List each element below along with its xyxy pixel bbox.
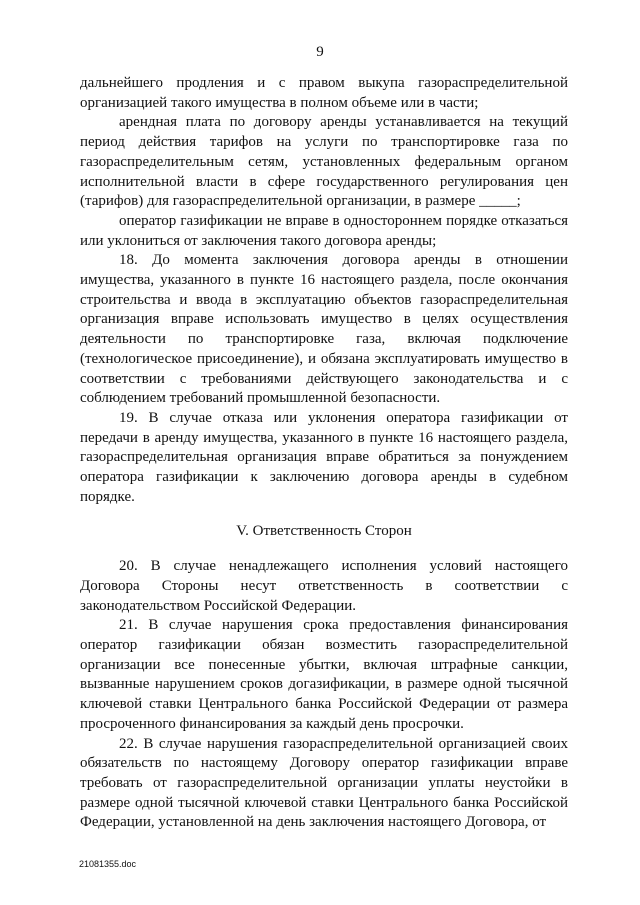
paragraph-20: 20. В случае ненадлежащего исполнения условий настоящего Договора Стороны несут ответственность в соответствии с законодательством Российской Федерации. <box>80 558 568 614</box>
paragraph-21: 21. В случае нарушения срока предоставления финансирования оператор газификации обязан возместить газораспределительной организации все понесенные убытки, включая штрафные санкции, вызванные нарушением сроков догазификации, в размере одной тысячной ключевой ставки Центрального банка Российской Федерации от размера просроченного финансирования за каждый день просрочки. <box>80 617 568 732</box>
paragraph-18: 18. До момента заключения договора аренды в отношении имущества, указанного в пункте 16 настоящего раздела, после окончания строительства и ввода в эксплуатацию объектов газораспределительная организация вправе использовать имущество в целях осуществления деятельности по транспортировке газа, включая подключение (технологическое присоединение), и обязана эксплуатировать имущество в соответствии с требованиями действующего законодательства и с соблюдением требований промышленной безопасности. <box>80 252 568 407</box>
paragraph-19: 19. В случае отказа или уклонения оператора газификации от передачи в аренду имущества, указанного в пункте 16 настоящего раздела, газораспределительная организация вправе обратиться за понуждением оператора газификации к заключению договора аренды в судебном порядке. <box>80 409 568 505</box>
document-body <box>80 74 568 833</box>
section-heading: V. Ответственность Сторон <box>236 523 412 540</box>
footer-filename: 21081355.doc <box>79 859 137 869</box>
paragraph-operator: оператор газификации не вправе в одностороннем порядке отказаться или уклониться от заключения такого договора аренды; <box>80 212 568 249</box>
paragraph-rent: арендная плата по договору аренды устанавливается на текущий период действия тарифов на услуги по транспортировке газа по газораспределительным сетям, установленных федеральным органом исполнительной власти в сфере государственного регулирования цен (тарифов) для газораспределительной организации, в размере _____; <box>80 114 568 210</box>
paragraph-22: 22. В случае нарушения газораспределительной организацией своих обязательств по настоящему Договору оператор газификации вправе требовать от газораспределительной организации уплаты неустойки в размере одной тысячной ключевой ставки Центрального банка Российской Федерации, установленной на день заключения настоящего Договора, от <box>80 735 568 831</box>
paragraph-continuation: дальнейшего продления и с правом выкупа газораспределительной организацией такого имущества в полном объеме или в части; <box>80 75 568 111</box>
page-number: 9 <box>316 44 324 60</box>
